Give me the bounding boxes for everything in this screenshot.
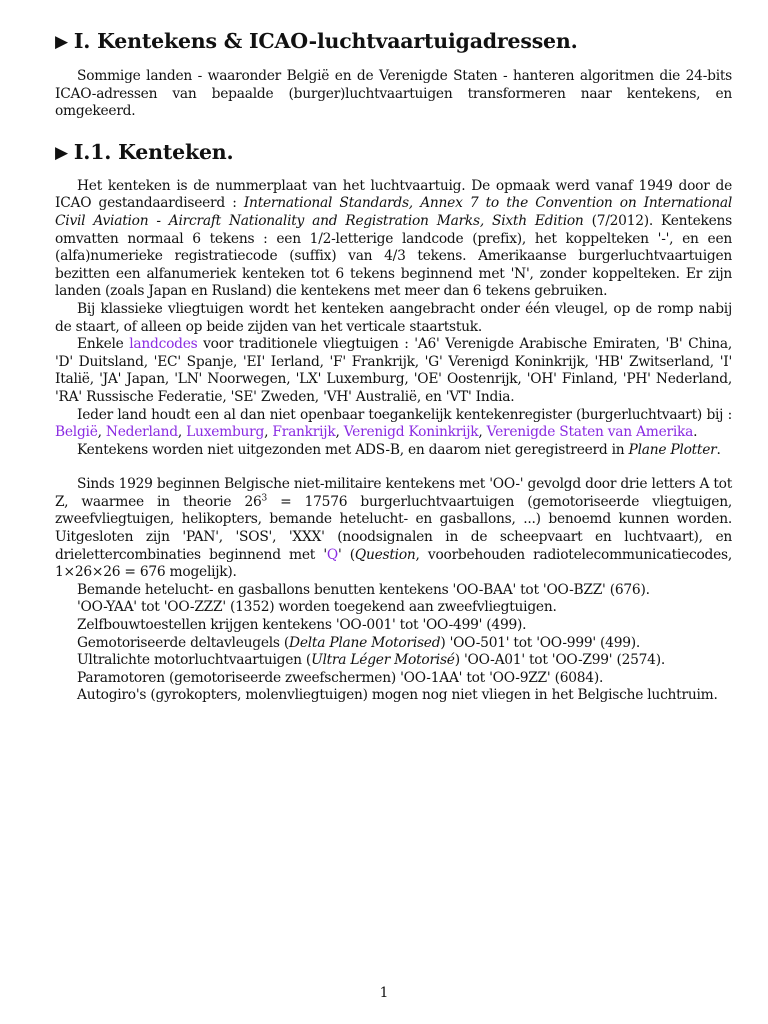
quote: ' [323, 546, 327, 563]
register-link-belgie[interactable]: België [55, 424, 98, 441]
text-run: voor traditionele vliegtuigen : 'A6' Verenigde Arabische Emiraten, 'B' China, 'D' Duitsland, 'EC' Spanje, 'EI' Ierland, 'F' Frankrijk, 'G' Verenigd Koninkrijk, 'HB' Zwitserland, 'I' Italië, 'JA' Japan, 'LN' Noorwegen, 'LX' Luxemburg, 'OE' Oostenrijk, 'OH' Finland, 'PH' Nederland, 'RA' Russische Federatie, 'SE' Zweden, 'VH' Australië, en 'VT' India. [55, 336, 732, 405]
quote: ' ( [337, 546, 355, 563]
exponent: 3 [261, 493, 268, 504]
emphasis: Delta Plane Motorised [289, 634, 441, 651]
separator: , [264, 424, 273, 441]
paragraph-kenteken [55, 178, 732, 301]
document-page [55, 26, 732, 705]
text-run: Kentekens worden niet uitgezonden met ADS-B, en daarom niet geregistreerd in [77, 441, 629, 458]
text-run: Sinds 1929 beginnen Belgische niet-militaire kentekens met 'OO-' gevolgd door drie letters A tot Z, waarmee in theorie 26 [55, 476, 732, 510]
text-run: . [693, 424, 698, 441]
line-ballons: Bemande hetelucht- en gasballons benutten kentekens 'OO-BAA' tot 'OO-BZZ' (676). [77, 581, 650, 598]
software-name: Plane Plotter [628, 441, 717, 458]
text-run: Gemotoriseerde deltavleugels ( [77, 634, 290, 651]
line-paramotoren: Paramotoren (gemotoriseerde zweefschermen) 'OO-1AA' tot 'OO-9ZZ' (6084). [77, 669, 604, 686]
text-run: Het kenteken is de nummerplaat van het luchtvaartuig. De opmaak werd vanaf 1949 door de ICAO gestandaardiseerd : [55, 177, 732, 212]
text-run: , voorbehouden radiotelecommunicatiecodes, 1×26×26 = 676 mogelijk). [55, 546, 733, 581]
register-link-luxemburg[interactable]: Luxemburg [186, 424, 265, 441]
page-number: 1 [379, 985, 389, 1001]
register-link-frankrijk[interactable]: Frankrijk [272, 424, 336, 441]
register-link-nederland[interactable]: Nederland [105, 424, 178, 441]
separator: , [177, 424, 187, 441]
triangle-marker-icon: ▶ [55, 32, 68, 52]
register-link-verenigd-koninkrijk[interactable]: Verenigd Koninkrijk [343, 424, 479, 441]
text-run: Ultralichte motorluchtvaartuigen ( [77, 652, 312, 669]
line-zweefvliegtuigen: 'OO-YAA' tot 'OO-ZZZ' (1352) worden toegekend aan zweefvliegtuigen. [77, 599, 557, 616]
subsection-title: I.1. Kenteken. [73, 139, 234, 164]
section-heading-1 [55, 26, 732, 57]
text-run: = 17576 burgerluchtvaartuigen (gemotoriseerde vliegtuigen, zweefvliegtuigen, helikopters, bemande hetelucht- en gasballons, ...) benoemd kunnen worden. Uitgesloten zijn 'PAN', 'SOS', 'XXX' (noodsignalen in de scheepvaart en luchtvaart), en drielettercombinaties beginnend met [55, 493, 732, 563]
separator: , [478, 424, 487, 441]
text-run: Enkele [77, 336, 130, 353]
text-run: ) 'OO-501' tot 'OO-999' (499). [440, 634, 641, 651]
line-deltavleugels [55, 635, 732, 653]
register-link-verenigde-staten[interactable]: Verenigde Staten van Amerika [486, 424, 694, 441]
section-title: I. Kentekens & ICAO-luchtvaartuigadressen. [73, 29, 578, 53]
emphasis: Question [354, 546, 416, 563]
triangle-marker-icon: ▶ [55, 142, 68, 163]
section-heading-1-1 [55, 137, 732, 168]
line-ultralicht [55, 652, 732, 670]
text-run: ) 'OO-A01' tot 'OO-Z99' (2574). [454, 652, 665, 669]
landcodes-link[interactable]: landcodes [129, 336, 198, 353]
citation-title: International Standards, Annex 7 to the Convention on International Civil Aviation - Aircraft Nationality and Registration Marks, Sixth Edition [55, 195, 733, 229]
paragraph-landcodes [55, 336, 732, 406]
separator: , [97, 424, 106, 441]
separator: , [335, 424, 344, 441]
paragraph-placement: Bij klassieke vliegtuigen wordt het kenteken aangebracht onder één vleugel, op de romp nabij de staart, of alleen op beide zijden van het verticale staartstuk. [55, 300, 732, 335]
paragraph-belgian-registrations [55, 476, 732, 582]
text-run: . [716, 441, 721, 458]
paragraph-registers [55, 407, 732, 442]
emphasis: Ultra Léger Motorisé [311, 652, 455, 669]
text-run: (7/2012). Kentekens omvatten normaal 6 tekens : een 1/2-letterige landcode (prefix), het koppelteken '-', en een (alfa)numerieke registratiecode (suffix) van 4/3 tekens. Amerikaanse burgerluchtvaartuigen bezitten een alfanumeriek kenteken tot 6 tekens beginnend met 'N', zonder koppelteken. Er zijn landen (zoals Japan en Rusland) die kentekens met meer dan 6 tekens gebruiken. [55, 212, 732, 300]
intro-paragraph: Sommige landen - waaronder België en de Verenigde Staten - hanteren algoritmen die 24-bits ICAO-adressen van bepaalde (burger)luchtvaartuigen transformeren naar kentekens, en omgekeerd. [55, 68, 732, 120]
q-codes-link[interactable]: Q [326, 546, 338, 563]
text-run: Ieder land houdt een al dan niet openbaar toegankelijk kentekenregister (burgerluchtvaart) bij : [77, 406, 732, 423]
line-autogiros: Autogiro's (gyrokopters, molenvliegtuigen) mogen nog niet vliegen in het Belgische luchtruim. [77, 687, 718, 704]
line-zelfbouw: Zelfbouwtoestellen krijgen kentekens 'OO-001' tot 'OO-499' (499). [77, 617, 527, 634]
paragraph-ads-b [55, 442, 732, 460]
